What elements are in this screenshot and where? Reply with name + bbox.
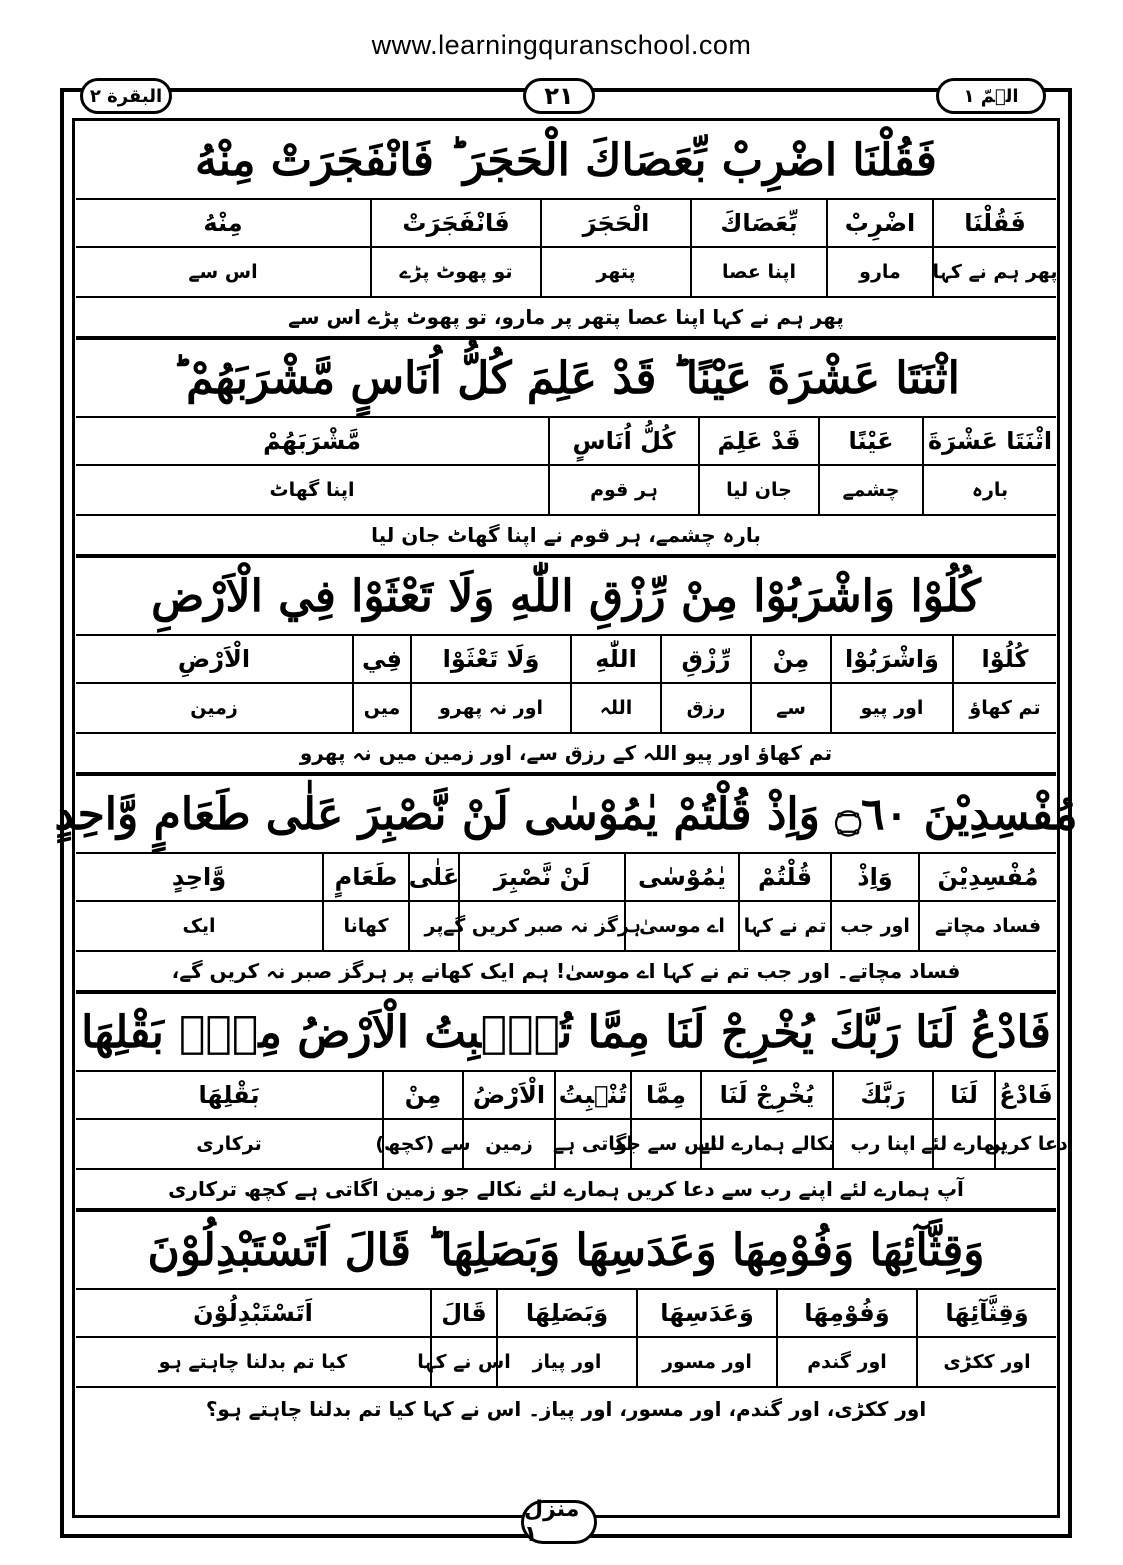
word-row: [76, 1072, 1056, 1120]
word-cell: مَّشْرَبَهُمْ: [263, 427, 361, 455]
meaning-cell: ہرگز نہ صبر کریں گے: [458, 902, 624, 950]
meaning-cell: ہمارے لئے: [932, 1120, 994, 1168]
meaning-cell: زمین: [190, 697, 238, 719]
ayah-section: [54, 776, 1078, 994]
meaning-cell: تم کھاؤ: [952, 684, 1056, 732]
translation-line: فساد مچاتے۔ اور جب تم نے کہا اے موسیٰ! ہم ایک کھانے پر ہرگز صبر نہ کریں گے،: [76, 952, 1056, 992]
word-cell: مِنْ: [750, 636, 830, 682]
word-cell: الْاَرْضِ: [177, 645, 251, 673]
word-cell: رِّزْقِ: [660, 636, 750, 682]
meaning-cell: اس سے: [188, 261, 258, 283]
word-row: [76, 200, 1056, 248]
meaning-cell: اور نہ پھرو: [410, 684, 570, 732]
meaning-cell: اپنا عصا: [690, 248, 826, 296]
word-cell: وَاشْرَبُوْا: [830, 636, 952, 682]
word-cell: مِنْهُ: [203, 209, 243, 237]
meaning-cell: زمین: [462, 1120, 554, 1168]
word-cell: لَنَا: [932, 1072, 994, 1118]
word-cell: قَالَ: [430, 1290, 496, 1336]
ayah-text: وَقِثَّآئِهَا وَفُوْمِهَا وَعَدَسِهَا وَبَصَلِهَا ؕ قَالَ اَتَسْتَبْدِلُوْنَ: [76, 1212, 1056, 1290]
meaning-cell: اس سے جو: [630, 1120, 700, 1168]
ayah-section: [76, 340, 1056, 558]
meaning-cell: رزق: [660, 684, 750, 732]
word-cell: فَانْفَجَرَتْ: [370, 200, 540, 246]
meaning-cell: دعا کریں: [994, 1120, 1056, 1168]
word-cell: وَبَصَلِهَا: [496, 1290, 636, 1336]
word-cell: وَفُوْمِهَا: [776, 1290, 916, 1336]
word-cell: رَبَّكَ: [832, 1072, 932, 1118]
meaning-cell: اور گندم: [776, 1338, 916, 1386]
word-cell: كُلُوْا: [952, 636, 1056, 682]
ayah-section: [76, 1212, 1056, 1430]
ayah-section: [76, 994, 1068, 1212]
word-by-word-table: [54, 122, 1078, 1430]
meaning-cell: اور پیاز: [496, 1338, 636, 1386]
word-cell: لَنْ نَّصْبِرَ: [458, 854, 624, 900]
word-cell: مِنْ: [382, 1072, 462, 1118]
word-row: [76, 636, 1056, 684]
word-cell: يُخْرِجْ لَنَا: [700, 1072, 832, 1118]
word-cell: وَقِثَّآئِهَا: [916, 1290, 1056, 1336]
meaning-row: [76, 1120, 1068, 1170]
meaning-cell: مارو: [826, 248, 932, 296]
meaning-cell: تم نے کہا: [738, 902, 830, 950]
word-cell: مُفْسِدِيْنَ: [918, 854, 1056, 900]
meaning-row: [76, 684, 1056, 734]
word-cell: وَلَا تَعْثَوْا: [410, 636, 570, 682]
meaning-cell: اللہ: [570, 684, 660, 732]
meaning-cell: اور جب: [830, 902, 918, 950]
meaning-cell: کیا تم بدلنا چاہتے ہو: [158, 1351, 348, 1373]
word-cell: وَعَدَسِهَا: [636, 1290, 776, 1336]
word-row: [76, 854, 1056, 902]
word-cell: الْاَرْضُ: [462, 1072, 554, 1118]
meaning-cell: ایک: [182, 915, 216, 937]
word-cell: اضْرِبْ: [826, 200, 932, 246]
meaning-row: [76, 1338, 1056, 1388]
meaning-cell: پر: [408, 902, 458, 950]
ayah-text: فَقُلْنَا اضْرِبْ بِّعَصَاكَ الْحَجَرَ ؕ فَانْفَجَرَتْ مِنْهُ: [76, 122, 1056, 200]
word-cell: الْحَجَرَ: [540, 200, 690, 246]
ayah-text: كُلُوْا وَاشْرَبُوْا مِنْ رِّزْقِ اللّٰهِ وَلَا تَعْثَوْا فِي الْاَرْضِ: [76, 558, 1056, 636]
meaning-cell: پھر ہم نے کہا: [932, 248, 1056, 296]
meaning-cell: پتھر: [540, 248, 690, 296]
meaning-cell: فساد مچاتے: [918, 902, 1056, 950]
word-cell: مِمَّا: [630, 1072, 700, 1118]
meaning-cell: جان لیا: [698, 466, 818, 514]
meaning-cell: کھانا: [322, 902, 408, 950]
meaning-cell: اے موسیٰ: [624, 902, 738, 950]
translation-line: آپ ہمارے لئے اپنے رب سے دعا کریں ہمارے لئے نکالے جو زمین اگاتی ہے کچھ ترکاری: [76, 1170, 1056, 1210]
word-row: [76, 1290, 1056, 1338]
meaning-row: [76, 902, 1056, 952]
meaning-cell: اس نے کہا: [430, 1338, 496, 1386]
ayah-text: مُفْسِدِيْنَ ۝٦٠ وَاِذْ قُلْتُمْ يٰمُوْسٰى لَنْ نَّصْبِرَ عَلٰى طَعَامٍ وَّاحِدٍ: [76, 776, 1056, 854]
word-cell: فَقُلْنَا: [932, 200, 1056, 246]
meaning-cell: سے: [750, 684, 830, 732]
meaning-cell: سے (کچھ): [382, 1120, 462, 1168]
word-cell: وَاِذْ: [830, 854, 918, 900]
ayah-section: [76, 558, 1056, 776]
word-cell: اَتَسْتَبْدِلُوْنَ: [193, 1299, 313, 1327]
word-cell: بَقْلِهَا: [198, 1081, 260, 1109]
meaning-cell: بارہ: [922, 466, 1056, 514]
meaning-row: [76, 248, 1056, 298]
word-cell: قُلْتُمْ: [738, 854, 830, 900]
word-cell: عَلٰى: [408, 854, 458, 900]
word-cell: فِي: [352, 636, 410, 682]
translation-line: تم کھاؤ اور پیو اللہ کے رزق سے، اور زمین میں نہ پھرو: [76, 734, 1056, 774]
manzil-tab: منزل ١: [521, 1500, 597, 1544]
page-number-tab: ٢١: [523, 78, 595, 114]
translation-line: پھر ہم نے کہا اپنا عصا پتھر پر مارو، تو پھوٹ پڑے اس سے: [76, 298, 1056, 338]
meaning-row: [76, 466, 1056, 516]
translation-line: اور ککڑی، اور گندم، اور مسور، اور پیاز۔ اس نے کہا کیا تم بدلنا چاہتے ہو؟: [205, 1397, 927, 1421]
ayah-section: [76, 122, 1056, 340]
meaning-cell: اور پیو: [830, 684, 952, 732]
word-cell: فَادْعُ: [994, 1072, 1056, 1118]
word-row: [76, 418, 1056, 466]
translation-line: بارہ چشمے، ہر قوم نے اپنا گھاٹ جان لیا: [76, 516, 1056, 556]
surah-name-tab: البقرة ٢: [80, 78, 172, 114]
ayah-text: فَادْعُ لَنَا رَبَّكَ يُخْرِجْ لَنَا مِمَّا تُنْۢبِتُ الْاَرْضُ مِنْۢ بَقْلِهَا: [76, 994, 1056, 1072]
meaning-cell: اور مسور: [636, 1338, 776, 1386]
word-cell: بِّعَصَاكَ: [690, 200, 826, 246]
word-cell: عَيْنًا: [818, 418, 922, 464]
meaning-cell: اپنا گھاٹ: [269, 479, 355, 501]
meaning-cell: چشمے: [818, 466, 922, 514]
meaning-cell: میں: [352, 684, 410, 732]
meaning-cell: ہر قوم: [548, 466, 698, 514]
meaning-cell: نکالے ہمارے لئے: [700, 1120, 832, 1168]
word-cell: كُلُّ اُنَاسٍ: [548, 418, 698, 464]
word-cell: اللّٰهِ: [570, 636, 660, 682]
meaning-cell: ترکاری: [196, 1133, 262, 1155]
meaning-cell: اور ککڑی: [916, 1338, 1056, 1386]
word-cell: اثْنَتَا عَشْرَةَ: [922, 418, 1056, 464]
website-url: www.learningquranschool.com: [371, 30, 752, 60]
word-cell: يٰمُوْسٰى: [624, 854, 738, 900]
ayah-text: اثْنَتَا عَشْرَةَ عَيْنًا ؕ قَدْ عَلِمَ كُلُّ اُنَاسٍ مَّشْرَبَهُمْ ؕ: [76, 340, 1056, 418]
meaning-cell: تو پھوٹ پڑے: [370, 248, 540, 296]
word-cell: قَدْ عَلِمَ: [698, 418, 818, 464]
word-cell: وَّاحِدٍ: [171, 863, 227, 891]
word-cell: تُنْۢبِتُ: [554, 1072, 630, 1118]
meaning-cell: اگاتی ہے: [554, 1120, 630, 1168]
juz-name-tab: الۗمّ ١: [936, 78, 1046, 114]
word-cell: طَعَامٍ: [322, 854, 408, 900]
meaning-cell: اپنا رب: [832, 1120, 932, 1168]
